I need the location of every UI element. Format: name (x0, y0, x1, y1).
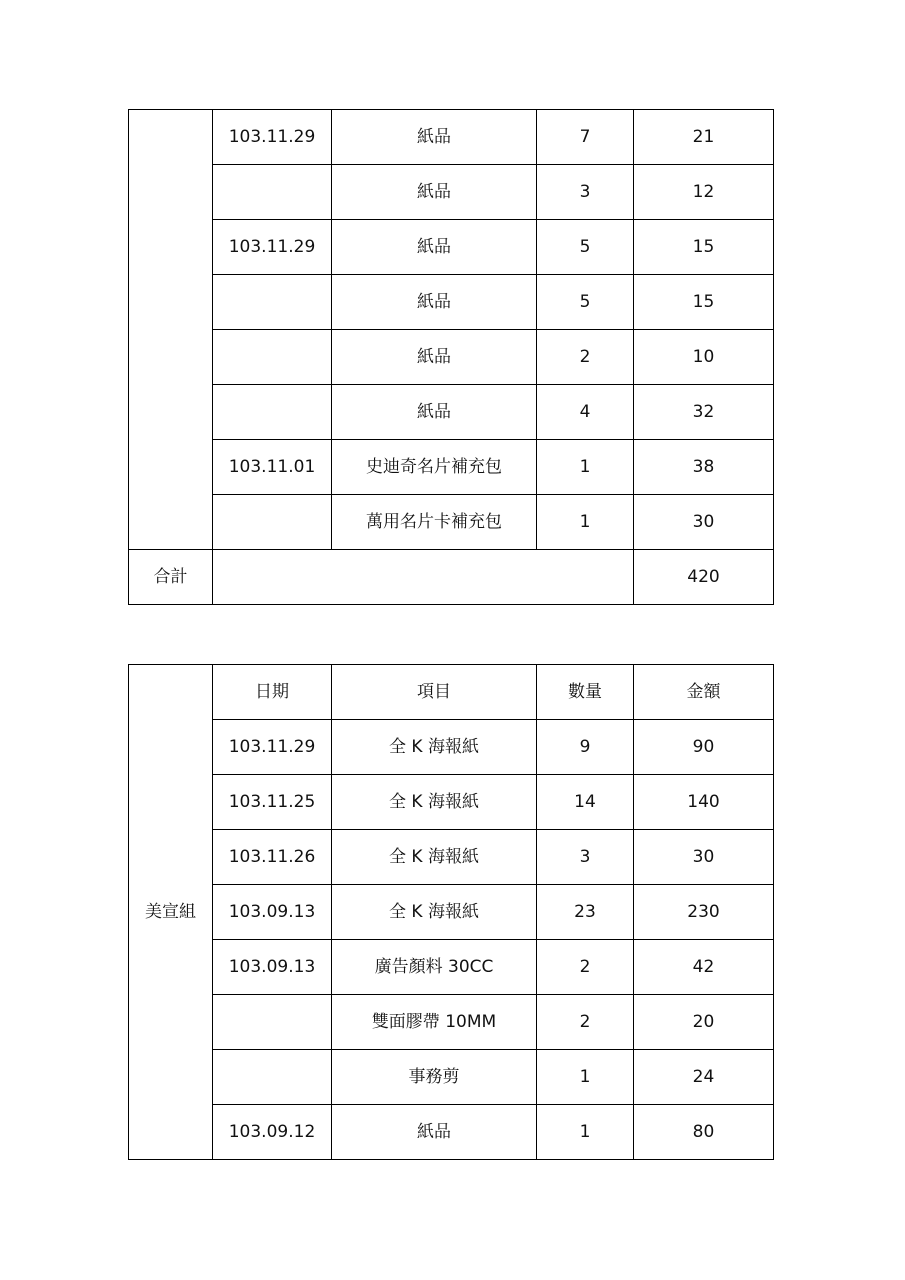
date-cell: 103.11.29 (213, 220, 332, 275)
item-cell: 紙品 (332, 275, 537, 330)
qty-cell: 23 (537, 885, 634, 940)
table-row (129, 830, 774, 885)
item-cell: 史迪奇名片補充包 (332, 440, 537, 495)
date-cell (213, 385, 332, 440)
header-item: 項目 (332, 665, 537, 720)
qty-cell: 2 (537, 995, 634, 1050)
total-spacer (213, 550, 634, 605)
date-cell: 103.09.12 (213, 1105, 332, 1160)
item-cell: 全 K 海報紙 (332, 830, 537, 885)
table-row (129, 440, 774, 495)
date-cell: 103.11.01 (213, 440, 332, 495)
group-name-cell: 美宣組 (129, 665, 213, 1160)
total-value: 420 (634, 550, 774, 605)
date-cell: 103.11.29 (213, 720, 332, 775)
qty-cell: 7 (537, 110, 634, 165)
table-row (129, 940, 774, 995)
item-cell: 紙品 (332, 385, 537, 440)
item-cell: 全 K 海報紙 (332, 775, 537, 830)
date-cell (213, 1050, 332, 1105)
qty-cell: 2 (537, 330, 634, 385)
item-cell: 紙品 (332, 330, 537, 385)
qty-cell: 1 (537, 440, 634, 495)
table-row (129, 220, 774, 275)
date-cell (213, 995, 332, 1050)
amount-cell: 38 (634, 440, 774, 495)
table-row (129, 995, 774, 1050)
item-cell: 萬用名片卡補充包 (332, 495, 537, 550)
amount-cell: 20 (634, 995, 774, 1050)
amount-cell: 30 (634, 830, 774, 885)
item-cell: 紙品 (332, 110, 537, 165)
table-row (129, 385, 774, 440)
qty-cell: 1 (537, 1050, 634, 1105)
qty-cell: 4 (537, 385, 634, 440)
amount-cell: 32 (634, 385, 774, 440)
date-cell (213, 495, 332, 550)
date-cell: 103.09.13 (213, 885, 332, 940)
amount-cell: 15 (634, 275, 774, 330)
amount-cell: 80 (634, 1105, 774, 1160)
qty-cell: 3 (537, 165, 634, 220)
qty-cell: 3 (537, 830, 634, 885)
date-cell (213, 275, 332, 330)
date-cell (213, 165, 332, 220)
amount-cell: 230 (634, 885, 774, 940)
total-row (129, 550, 774, 605)
header-date: 日期 (213, 665, 332, 720)
expense-table-art-group (128, 664, 774, 1160)
total-label: 合計 (129, 550, 213, 605)
table-row (129, 885, 774, 940)
table-row (129, 330, 774, 385)
amount-cell: 42 (634, 940, 774, 995)
amount-cell: 10 (634, 330, 774, 385)
date-cell: 103.11.25 (213, 775, 332, 830)
table-row (129, 1105, 774, 1160)
qty-cell: 1 (537, 1105, 634, 1160)
group-cell (129, 110, 213, 550)
table-row (129, 165, 774, 220)
amount-cell: 12 (634, 165, 774, 220)
amount-cell: 21 (634, 110, 774, 165)
table-row (129, 1050, 774, 1105)
amount-cell: 140 (634, 775, 774, 830)
qty-cell: 2 (537, 940, 634, 995)
amount-cell: 24 (634, 1050, 774, 1105)
qty-cell: 5 (537, 220, 634, 275)
header-qty: 數量 (537, 665, 634, 720)
amount-cell: 15 (634, 220, 774, 275)
header-amount: 金額 (634, 665, 774, 720)
item-cell: 廣告顏料 30CC (332, 940, 537, 995)
amount-cell: 90 (634, 720, 774, 775)
table-row (129, 110, 774, 165)
date-cell: 103.11.29 (213, 110, 332, 165)
date-cell (213, 330, 332, 385)
qty-cell: 9 (537, 720, 634, 775)
item-cell: 全 K 海報紙 (332, 720, 537, 775)
item-cell: 紙品 (332, 220, 537, 275)
item-cell: 紙品 (332, 1105, 537, 1160)
qty-cell: 1 (537, 495, 634, 550)
date-cell: 103.11.26 (213, 830, 332, 885)
item-cell: 雙面膠帶 10MM (332, 995, 537, 1050)
table-row (129, 775, 774, 830)
qty-cell: 14 (537, 775, 634, 830)
item-cell: 全 K 海報紙 (332, 885, 537, 940)
qty-cell: 5 (537, 275, 634, 330)
table-row (129, 495, 774, 550)
table-row (129, 720, 774, 775)
amount-cell: 30 (634, 495, 774, 550)
item-cell: 紙品 (332, 165, 537, 220)
date-cell: 103.09.13 (213, 940, 332, 995)
table-row (129, 275, 774, 330)
item-cell: 事務剪 (332, 1050, 537, 1105)
expense-table-continued (128, 109, 774, 605)
header-row (129, 665, 774, 720)
